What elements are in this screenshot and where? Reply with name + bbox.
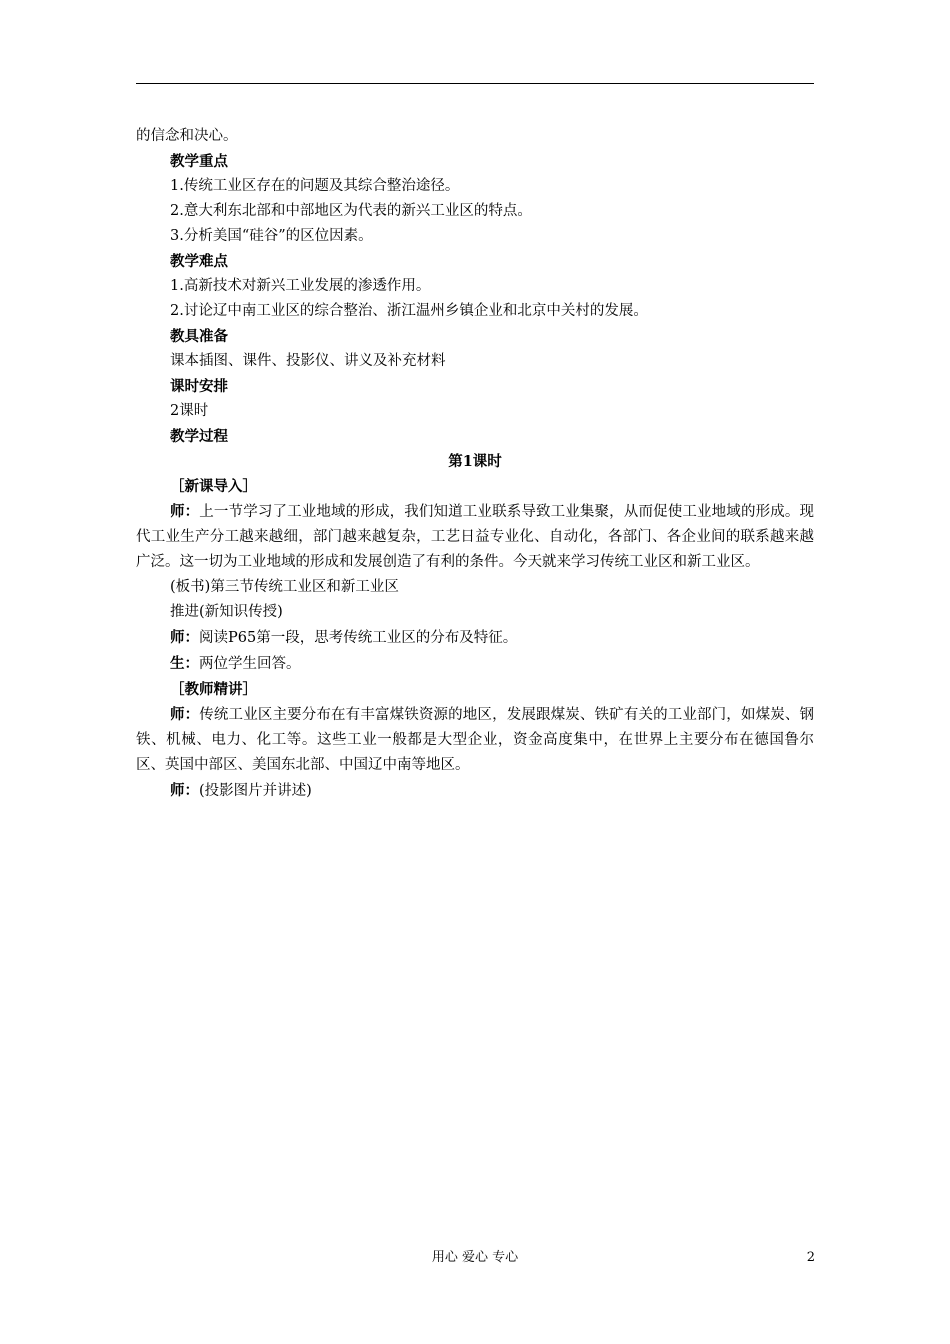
footer-motto: 用心 爱心 专心 — [431, 1250, 519, 1265]
speaker-label: 师： — [170, 503, 200, 520]
paragraph-projection — [136, 778, 814, 804]
heading-class-hours: 课时安排 — [170, 378, 228, 395]
heading-teaching-difficulty: 教学难点 — [170, 253, 228, 270]
speaker-label: 师： — [170, 629, 199, 646]
heading-teaching-focus: 教学重点 — [170, 153, 228, 170]
heading-teacher-explanation: ［教师精讲］ — [170, 681, 257, 698]
heading-teaching-tools: 教具准备 — [170, 328, 228, 345]
heading-teaching-process: 教学过程 — [170, 428, 228, 445]
header-rule — [136, 83, 814, 84]
lesson-title: 第1课时 — [448, 453, 502, 470]
paragraph-text: 阅读P65第一段，思考传统工业区的分布及特征。 — [199, 630, 518, 646]
heading-new-lesson-intro: ［新课导入］ — [170, 478, 257, 495]
speaker-label: 生： — [170, 655, 199, 672]
paragraph-text: 两位学生回答。 — [199, 656, 301, 672]
paragraph-text: 传统工业区主要分布在有丰富煤铁资源的地区，发展跟煤炭、铁矿有关的工业部门，如煤炭、钢铁、机械、电力、化工等。这些工业一般都是大型企业，资金高度集中，在世界上主要分布在德国鲁尔区、英国中部区、美国东北部、中国辽中南等地区。 — [136, 707, 814, 773]
focus-item-2: 2.意大利东北部和中部地区为代表的新兴工业区的特点。 — [170, 203, 532, 219]
page-number: 2 — [806, 1250, 815, 1265]
speaker-label: 师： — [170, 782, 199, 799]
page-content — [136, 124, 814, 804]
advance-note: 推进(新知识传授) — [170, 604, 283, 620]
continued-line: 的信念和决心。 — [136, 128, 238, 144]
class-hours-text: 2课时 — [170, 403, 209, 419]
focus-item-3: 3.分析美国“硅谷”的区位因素。 — [170, 228, 373, 244]
difficulty-item-1: 1.高新技术对新兴工业发展的渗透作用。 — [170, 278, 431, 294]
paragraph-reading — [136, 625, 814, 651]
paragraph-text: 上一节学习了工业地域的形成，我们知道工业联系导致工业集聚，从而促使工业地域的形成。现代工业生产分工越来越细，部门越来越复杂，工艺日益专业化、自动化，各部门、各企业间的联系越来越广泛。这一切为工业地域的形成和发展创造了有利的条件。今天就来学习传统工业区和新工业区。 — [136, 504, 814, 570]
board-note: (板书)第三节传统工业区和新工业区 — [170, 579, 399, 595]
paragraph-intro — [136, 499, 814, 575]
focus-item-1: 1.传统工业区存在的问题及其综合整治途径。 — [170, 178, 460, 194]
paragraph-explanation — [136, 702, 814, 778]
difficulty-item-2: 2.讨论辽中南工业区的综合整治、浙江温州乡镇企业和北京中关村的发展。 — [170, 303, 648, 319]
paragraph-text: (投影图片并讲述) — [199, 783, 312, 799]
teaching-tools-text: 课本插图、课件、投影仪、讲义及补充材料 — [170, 353, 446, 369]
paragraph-student — [136, 651, 814, 677]
speaker-label: 师： — [170, 706, 200, 723]
